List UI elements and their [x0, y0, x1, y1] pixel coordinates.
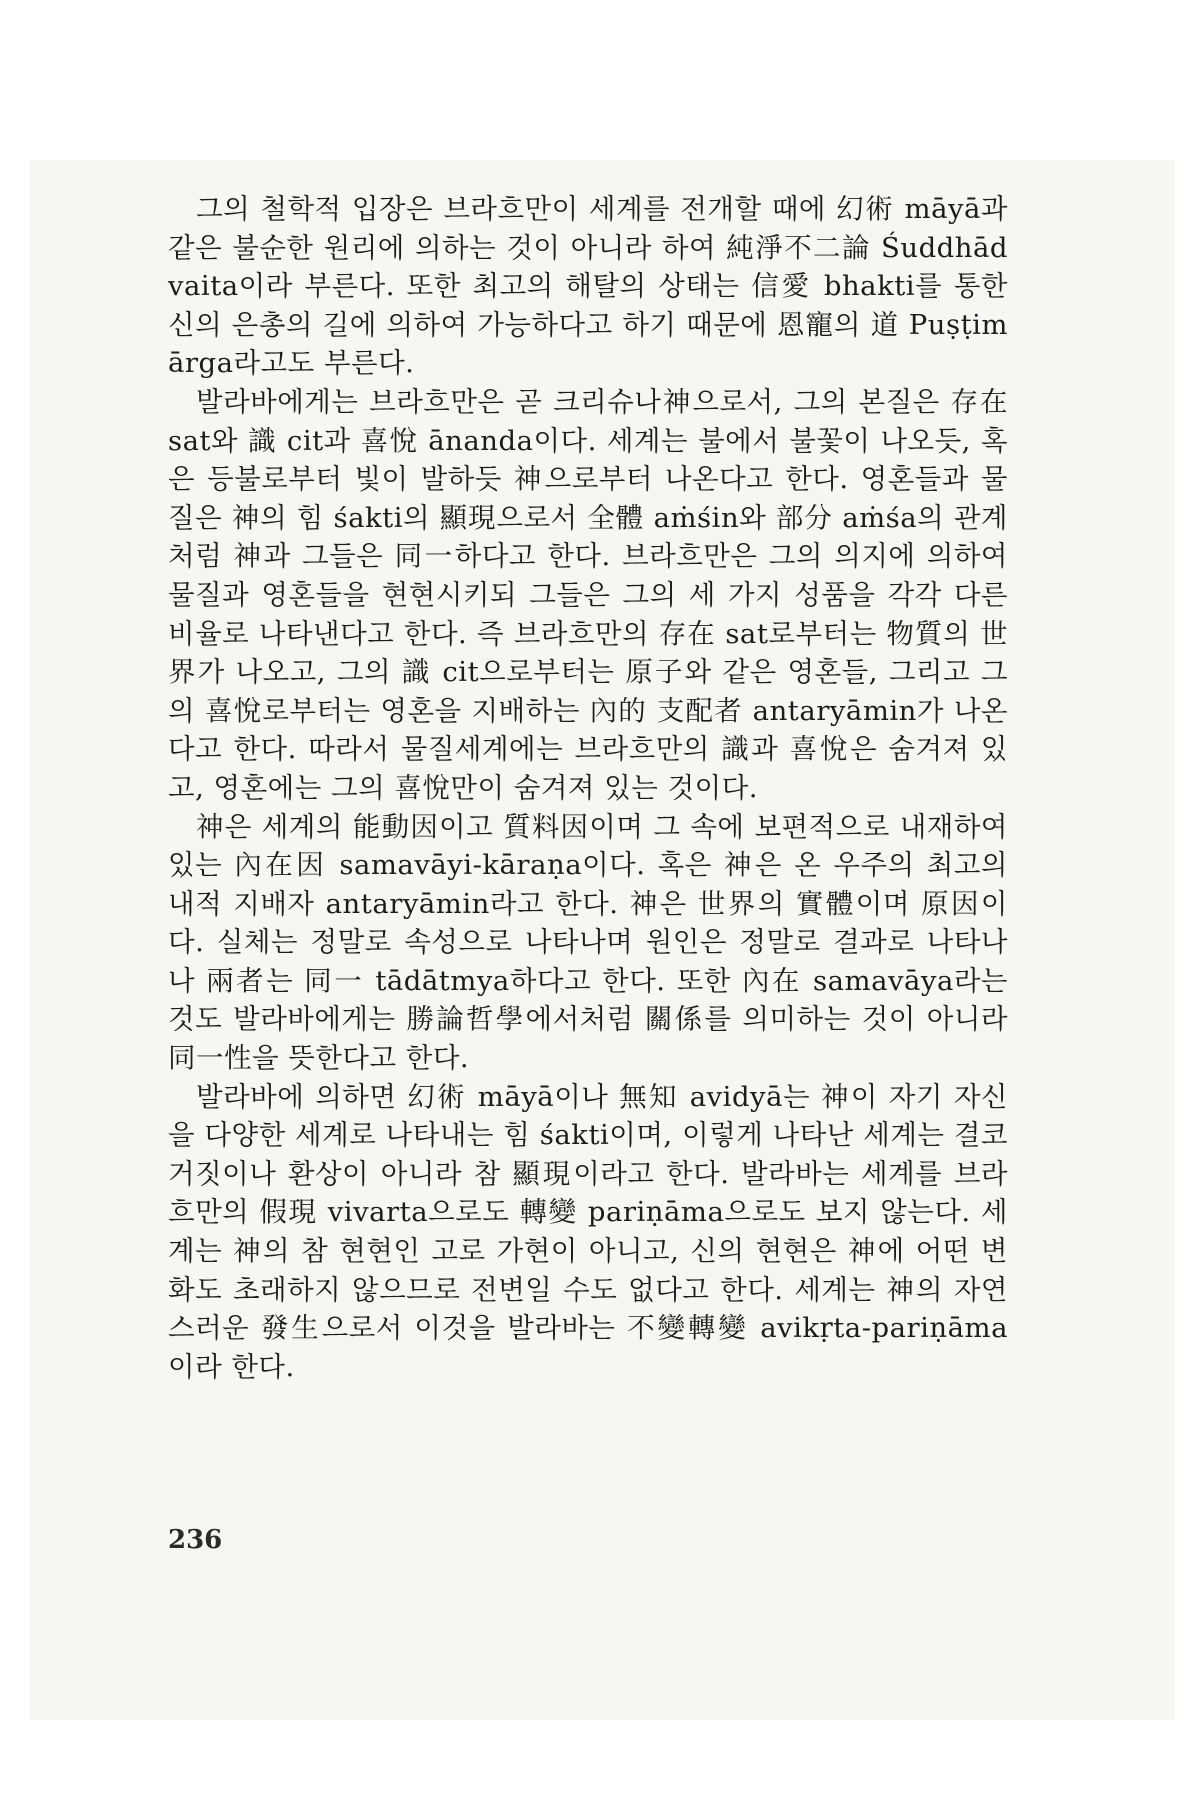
paragraph: 발라바에 의하면 幻術 māyā이나 無知 avidyā는 神이 자기 자신을 다양한 세계로 나타내는 힘 śakti이며, 이렇게 나타난 세계는 결코 거짓이나 환상이 아니라 참 顯現이라고 한다. 발라바는 세계를 브라흐만의 假現 vivarta으로도 轉變 pariṇāma으로도 보지 않는다. 세계는 神의 참 현현인 고로 가현이 아니고, 신의 현현은 神에 어떤 변화도 초래하지 않으므로 전변일 수도 없다고 한다. 세계는 神의 자연스러운 發生으로서 이것을 발라바는 不變轉變 avikṛta-pariṇāma이라 한다.: [168, 1080, 1008, 1383]
page-number: 236: [168, 1525, 223, 1555]
paragraph: 神은 세계의 能動因이고 質料因이며 그 속에 보편적으로 내재하여 있는 內在因 samavāyi-kāraṇa이다. 혹은 神은 온 우주의 최고의 내적 지배자 antaryāmin라고 한다. 神은 世界의 實體이며 原因이다. 실체는 정말로 속성으로 나타나며 원인은 정말로 결과로 나타나나 兩者는 同一 tādātmya하다고 한다. 또한 內在 samavāya라는 것도 발라바에게는 勝論哲學에서처럼 關係를 의미하는 것이 아니라 同一性을 뜻한다고 한다.: [168, 810, 1008, 1075]
paragraph: 그의 철학적 입장은 브라흐만이 세계를 전개할 때에 幻術 māyā과 같은 불순한 원리에 의하는 것이 아니라 하여 純淨不二論 Śuddhādvaita이라 부른다. 또한 최고의 해탈의 상태는 信愛 bhakti를 통한 신의 은총의 길에 의하여 가능하다고 하기 때문에 恩寵의 道 Puṣṭimārga라고도 부른다.: [168, 193, 1008, 380]
body-text: [168, 190, 1008, 1386]
paragraph: 발라바에게는 브라흐만은 곧 크리슈나神으로서, 그의 본질은 存在 sat와 識 cit과 喜悅 ānanda이다. 세계는 불에서 불꽃이 나오듯, 혹은 등불로부터 빛이 발하듯 神으로부터 나온다고 한다. 영혼들과 물질은 神의 힘 śakti의 顯現으로서 全體 aṁśin와 部分 aṁśa의 관계처럼 神과 그들은 同一하다고 한다. 브라흐만은 그의 의지에 의하여 물질과 영혼들을 현현시키되 그들은 그의 세 가지 성품을 각각 다른 비율로 나타낸다고 한다. 즉 브라흐만의 存在 sat로부터는 物質의 世界가 나오고, 그의 識 cit으로부터는 原子와 같은 영혼들, 그리고 그의 喜悅로부터는 영혼을 지배하는 內的 支配者 antaryāmin가 나온다고 한다. 따라서 물질세계에는 브라흐만의 識과 喜悅은 숨겨져 있고, 영혼에는 그의 喜悅만이 숨겨져 있는 것이다.: [168, 385, 1008, 804]
